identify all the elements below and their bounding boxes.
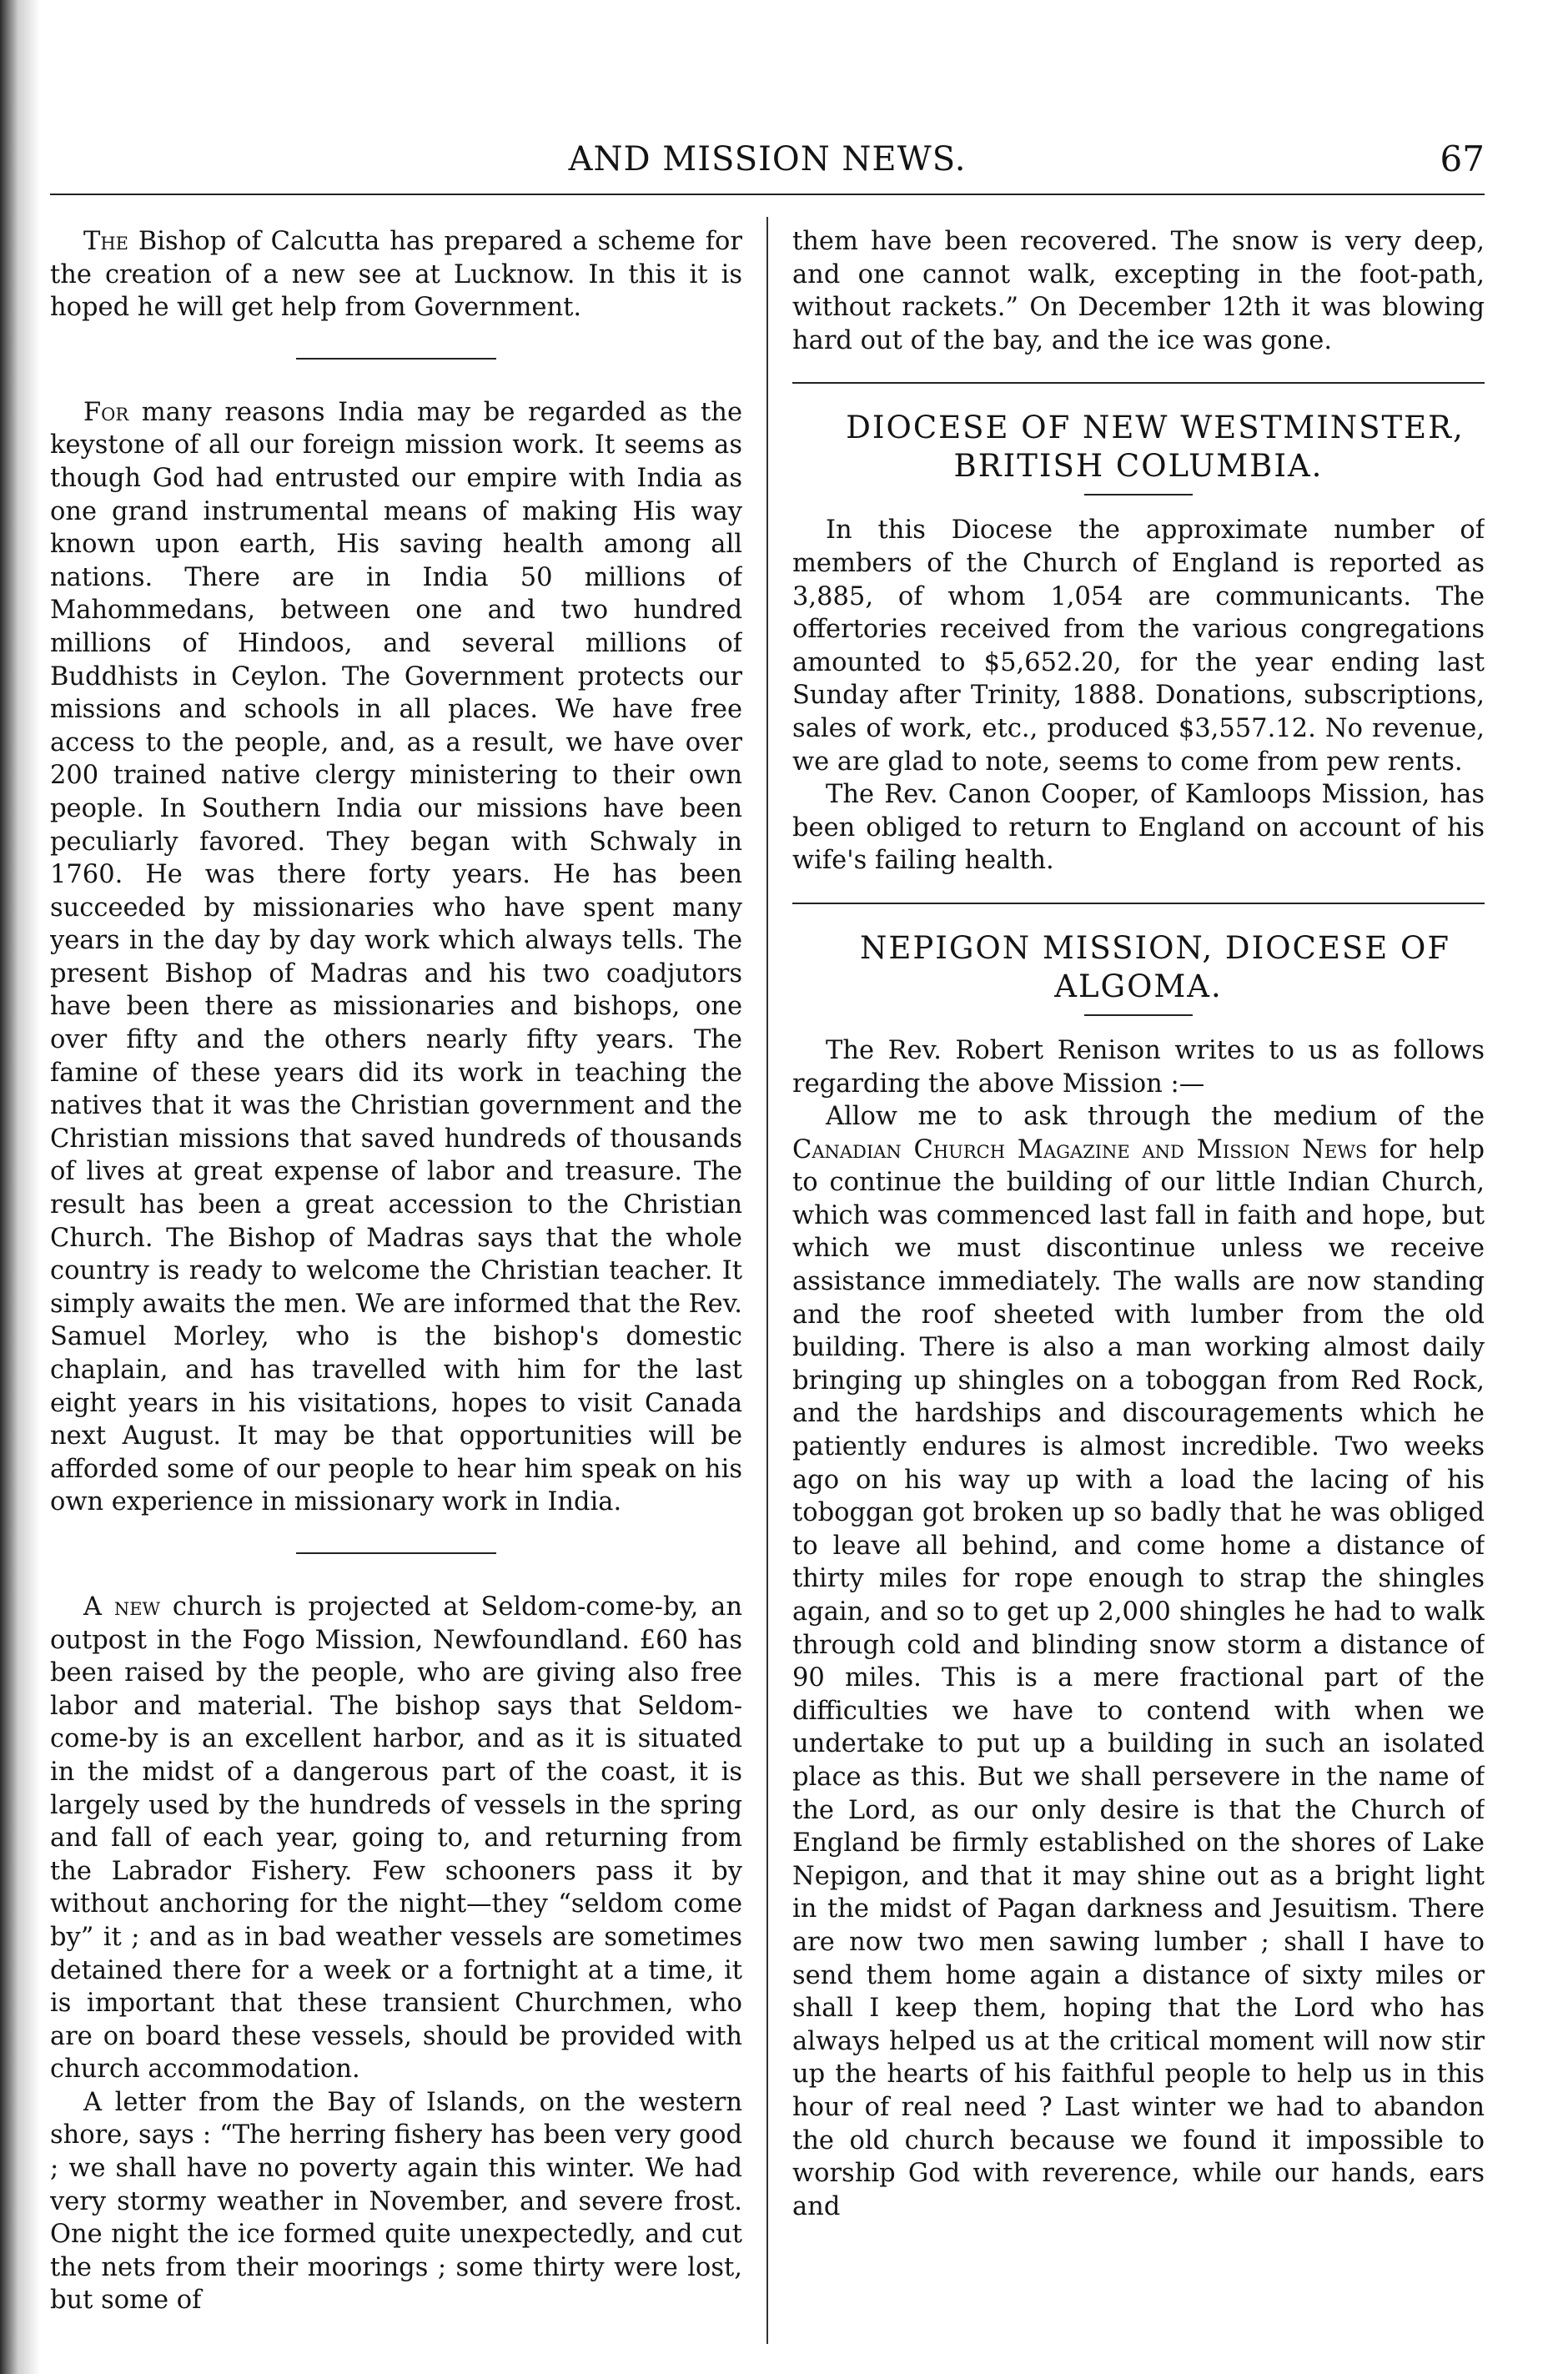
paragraph-appeal [792,1100,1485,2223]
page-number: 67 [1440,138,1485,179]
heading-new-westminster: DIOCESE OF NEW WESTMINSTER, BRITISH COLUMBIA. [846,410,1465,485]
running-head [50,133,1485,192]
separator-rule [1084,1014,1193,1016]
page [50,133,1485,2352]
paragraph-calcutta [50,225,742,324]
heading-nepigon: NEPIGON MISSION, DIOCESE OF ALGOMA. [859,929,1450,1004]
book-spine-shadow [0,0,42,2374]
section-rule [792,382,1485,384]
paragraph-renison: The Rev. Robert Renison writes to us as follows regarding the above Mission :— [792,1035,1485,1099]
paragraph-bay-of-islands: A letter from the Bay of Islands, on the western shore, says : “The herring fishery has been very good ; we shall have no poverty again this winter. We had very stormy weather in November, and severe frost. One night the ice formed quite unexpectedly, and cut the nets from their moorings ; some thirty were lost, but some of [50,2087,742,2316]
lead-word: A new [83,1592,161,1622]
paragraph-canon-cooper: The Rev. Canon Cooper, of Kamloops Mission, has been obliged to return to England on account of his wife's failing health. [792,780,1485,876]
paragraph-text: many reasons India may be regarded as the keystone of all our foreign mission work. It seems as though God had entrusted our empire with India as one grand instrumental means of making His way known upon earth, His saving health among all nations. There are in India 50 millions of Mahommedans, between one and two hundred millions of Hindoos, and several millions of Buddhists in Ceylon. The Government protects our missions and schools in all places. We have free access to the people, and, as a result, we have over 200 trained native clergy ministering to their own people. In Southern India our missions have been peculiarly favored. They began with Schwaly in 1760. He was there forty years. He has been succeeded by missionaries who have spent many years in the day by day work which always tells. The present Bishop of Madras and his two coadjutors have been there as missionaries and bishops, one over fifty and the others nearly fifty years. The famine of these years did its work in teaching the natives that it was the Christian government and the Christian missions that saved hundreds of thousands of lives at great expense of labor and treasure. The result has been a great accession to the Christian Church. The Bishop of Madras says that the whole country is ready to welcome the Christian teacher. It simply awaits the men. We are informed that the Rev. Samuel Morley, who is the bishop's domestic chaplain, and has travelled with him for the last eight years in his visitations, hopes to visit Canada next August. It may be that opportunities will be afforded some of our people to hear him speak on his own experience in missionary work in India. [50,397,742,1517]
paragraph-text: for help to continue the building of our little Indian Church, which was commenced last fall in faith and hope, but which we must discontinue unless we receive assistance immediately. The walls are now standing and the roof sheeted with lumber from the old building. There is also a man working almost daily bringing up shingles on a toboggan from Red Rock, and the hardships and discouragements which he patiently endures is almost incredible. Two weeks ago on his way up with a load the lacing of his toboggan got broken up so badly that he was obliged to leave all behind, and come home a distance of thirty miles for rope enough to strap the shingles again, and so to get up 2,000 shingles he had to walk through cold and blinding snow storm a distance of 90 miles. This is a mere fractional part of the difficulties we have to contend with when we undertake to put up a building in such an isolated place as this. But we shall persevere in the name of the Lord, as our only desire is that the Church of England be firmly established on the shores of Lake Nepigon, and that it may shine out as a bright light in the midst of Pagan darkness and Jesuitism. There are now two men sawing lumber ; shall I have to send them home again a distance of sixty miles or shall I keep them, hoping that the Lord who has always helped us at the critical moment will now stir up the hearts of his faithful people to help us in this hour of real need ? Last winter we had to abandon the old church because we found it impossible to worship God with reverence, while our hands, ears and [792,1134,1485,2221]
separator-rule [1084,494,1193,495]
column-divider [766,217,768,2344]
lead-word: For [83,397,129,427]
separator-rule [296,1552,496,1554]
paragraph-text: Allow me to ask through the medium of the [826,1102,1485,1132]
paragraph-continuation: them have been recovered. The snow is very deep, and one cannot walk, excepting in the foot-path, without rackets.” On December 12th it was blowing hard out of the bay, and the ice was gone. [792,227,1485,355]
left-column [50,225,742,2344]
right-column [792,225,1485,2344]
paragraph-text: church is projected at Seldom-come-by, an outpost in the Fogo Mission, Newfoundland. £60 has been raised by the people, who are giving also free labor and material. The bishop says that Seldom-come-by is an excellent harbor, and as it is situated in the midst of a dangerous part of the coast, it is largely used by the hundreds of vessels in the spring and fall of each year, going to, and returning from the Labrador Fishery. Few schooners pass it by without anchoring for the night—they “seldom come by” it ; and as in bad weather vessels are sometimes detained there for a week or a fortnight at a time, it is important that these transient Churchmen, who are on board these vessels, should be provided with church accommodation. [50,1592,742,2085]
paragraph-india [50,396,742,1519]
header-rule [50,194,1485,195]
paragraph-text: Bishop of Calcutta has prepared a scheme for the creation of a new see at Lucknow. In this it is hoped he will get help from Government. [50,227,742,323]
paragraph-diocese-stats: In this Diocese the approximate number of members of the Church of England is reported as 3,885, of whom 1,054 are communicants. The offertories received from the various congregations amounted to $5,652.20, for the year ending last Sunday after Trinity, 1888. Donations, subscriptions, sales of work, etc., produced $3,557.12. No revenue, we are glad to note, seems to come from pew rents. [792,516,1485,777]
paragraph-seldom-come-by [50,1591,742,2086]
lead-word: The [83,227,128,256]
running-title: AND MISSION NEWS. [568,140,967,179]
separator-rule [296,358,496,360]
section-rule [792,903,1485,904]
magazine-name: Canadian Church Magazine and Mission News [792,1134,1368,1164]
